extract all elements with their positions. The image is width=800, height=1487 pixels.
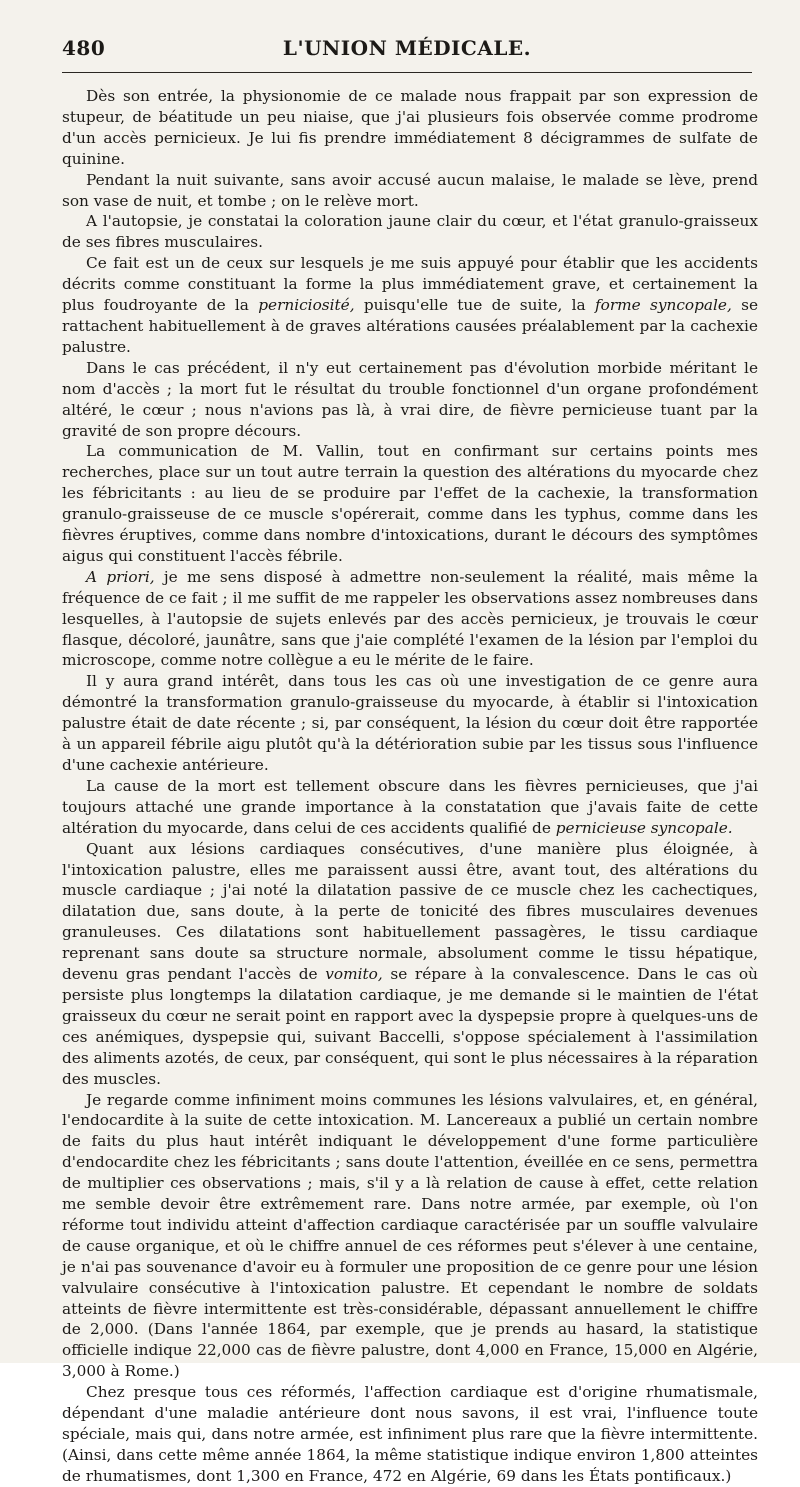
paragraph <box>62 253 758 358</box>
paragraph-text: je me sens disposé à admettre non-seulement la réalité, mais même la fréquence de ce fait ; il me suffit de me rappeler les observations assez nombreuses dans lesquelles, à l'autopsie de sujets enlevés par des accès pernicieux, je trouvais le cœur flasque, décoloré, jaunâtre, sans que j'aie complété l'examen de la lésion par l'emploi du microscope, comme notre collègue a eu le mérite de le faire. <box>62 567 758 670</box>
paragraph <box>62 86 758 170</box>
paragraph <box>62 441 758 566</box>
paragraph-text: Quant aux lésions cardiaques consécutives, d'une manière plus éloignée, à l'intoxication palustre, elles me paraissent aussi être, avant tout, des altérations du muscle cardiaque ; j'ai noté la dilatation passive de ce muscle chez les cachectiques, dilatation due, sans doute, à la perte de tonicité des fibres musculaires devenues granuleuses. Ces dilatations sont habituellement passagères, le tissu cardiaque reprenant sans doute sa structure normale, absolument comme le tissu hépatique, devenu gras pendant l'accès de <box>62 839 758 984</box>
paragraph-text: La cause de la mort est tellement obscure dans les fièvres pernicieuses, que j'ai toujours attaché une grande importance à la constatation que j'avais faite de cette altération du myocarde, dans celui de ces accidents qualifié de <box>62 776 758 837</box>
paragraph-text: Dans le cas précédent, il n'y eut certainement pas d'évolution morbide méritant le nom d'accès ; la mort fut le résultat du trouble fonctionnel d'un organe profondément altéré, le cœur ; nous n'avions pas là, à vrai dire, de fièvre pernicieuse tuant par la gravité de son propre décours. <box>62 358 758 440</box>
paragraph-text: Dès son entrée, la physionomie de ce malade nous frappait par son expression de stupeur, de béatitude un peu niaise, que j'ai plusieurs fois observée comme prodrome d'un accès pernicieux. Je lui fis prendre immédiatement 8 décigrammes de sulfate de quinine. <box>62 87 758 168</box>
paragraph-text: puisqu'elle tue de suite, la <box>354 296 595 315</box>
paragraph <box>62 211 758 253</box>
paragraph-text: A l'autopsie, je constatai la coloration jaune clair du cœur, et l'état granulo-graisseux de ses fibres musculaires. <box>62 212 758 252</box>
paragraph-text: Il y aura grand intérêt, dans tous les cas où une investigation de ce genre aura démontré la transformation granulo-graisseuse du myocarde, à établir si l'intoxication palustre était de date récente ; si, par conséquent, la lésion du cœur doit être rapportée à un appareil fébrile aigu plutôt qu'à la détérioration subie par les tissus sous l'influence d'une cachexie antérieure. <box>62 672 758 774</box>
page-header <box>62 36 752 62</box>
paragraph <box>62 839 758 1090</box>
paragraph <box>62 358 758 442</box>
paragraph-text: Pendant la nuit suivante, sans avoir accusé aucun malaise, le malade se lève, prend son vase de nuit, et tombe ; on le relève mort. <box>62 170 758 210</box>
paragraph-text: se rattachent habituellement à de graves altérations causées préalablement par la cachexie palustre. <box>62 296 758 356</box>
paragraph-text: Je regarde comme infiniment moins communes les lésions valvulaires, et, en général, l'endocardite à la suite de cette intoxication. M. Lancereaux a publié un certain nombre de faits du plus haut intérêt indiquant le développement d'une forme particulière d'endocardite chez les fébricitants ; sans doute l'attention, éveillée en ce sens, permettra de multiplier ces observations ; mais, s'il y a là relation de cause à effet, cette relation me semble devoir être extrêmement rare. Dans notre armée, par exemple, où l'on réforme tout individu atteint d'affection cardiaque caractérisée par un souffle valvulaire de cause organique, et où le chiffre annuel de ces réformes peut s'élever à une centaine, je n'ai pas souvenance d'avoir eu à formuler une proposition de ce genre pour une lésion valvulaire consécutive à l'intoxication palustre. Et cependant le nombre de soldats atteints de fièvre intermittente est très-considérable, dépassant annuellement le chiffre de 2,000. (Dans l'année 1864, par exemple, que je prends au hasard, la statistique officielle indique 22,000 cas de fièvre palustre, dont 4,000 en France, 15,000 en Algérie, 3,000 à Rome.) <box>62 1090 758 1381</box>
paragraph-text: se répare à la convalescence. Dans le cas où persiste plus longtemps la dilatation cardiaque, je me demande si le maintien de l'état graisseux du cœur ne serait point en rapport avec la dyspepsie propre à quelques-uns de ces anémiques, dyspepsie qui, suivant Baccelli, s'oppose spécialement à l'assimilation des aliments azotés, de ceux, par conséquent, qui sont le plus nécessaires à la réparation des muscles. <box>62 965 758 1088</box>
italic-text: pernicieuse syncopale. <box>555 818 733 837</box>
paragraph-text: La communication de M. Vallin, tout en confirmant sur certains points mes recherches, place sur un tout autre terrain la question des altérations du myocarde chez les fébricitants : au lieu de se produire par l'effet de la cachexie, la transformation granulo-graisseuse de ce muscle s'opérerait, comme dans les typhus, comme dans les fièvres éruptives, comme dans nombre d'intoxications, durant le décours des symptômes aigus qui constituent l'accès fébrile. <box>62 442 758 565</box>
paragraph <box>62 170 758 212</box>
paragraph <box>62 567 758 672</box>
paragraph <box>62 671 758 776</box>
header-rule <box>62 72 752 73</box>
italic-text: perniciosité, <box>258 296 355 315</box>
paragraph <box>62 1382 758 1487</box>
paragraph <box>62 1090 758 1383</box>
running-title: L'UNION MÉDICALE. <box>282 36 532 60</box>
page-number: 480 <box>62 36 106 60</box>
italic-text: forme syncopale, <box>594 296 732 315</box>
italic-text: vomito, <box>325 965 383 984</box>
paragraph <box>62 776 758 839</box>
italic-text: A priori, <box>86 567 155 586</box>
body-text <box>62 86 758 1487</box>
paragraph-text: Ce fait est un de ceux sur lesquels je me suis appuyé pour établir que les accidents décrits comme constituant la forme la plus immédiatement grave, et certainement la plus foudroyante de la <box>62 254 758 315</box>
paragraph-text: Chez presque tous ces réformés, l'affection cardiaque est d'origine rhumatismale, dépendant d'une maladie antérieure dont nous savons, il est vrai, l'influence toute spéciale, mais qui, dans notre armée, est infiniment plus rare que la fièvre intermittente. (Ainsi, dans cette même année 1864, la même statistique indique environ 1,800 atteintes de rhumatismes, dont 1,300 en France, 472 en Algérie, 69 dans les États pontificaux.) <box>62 1383 758 1485</box>
